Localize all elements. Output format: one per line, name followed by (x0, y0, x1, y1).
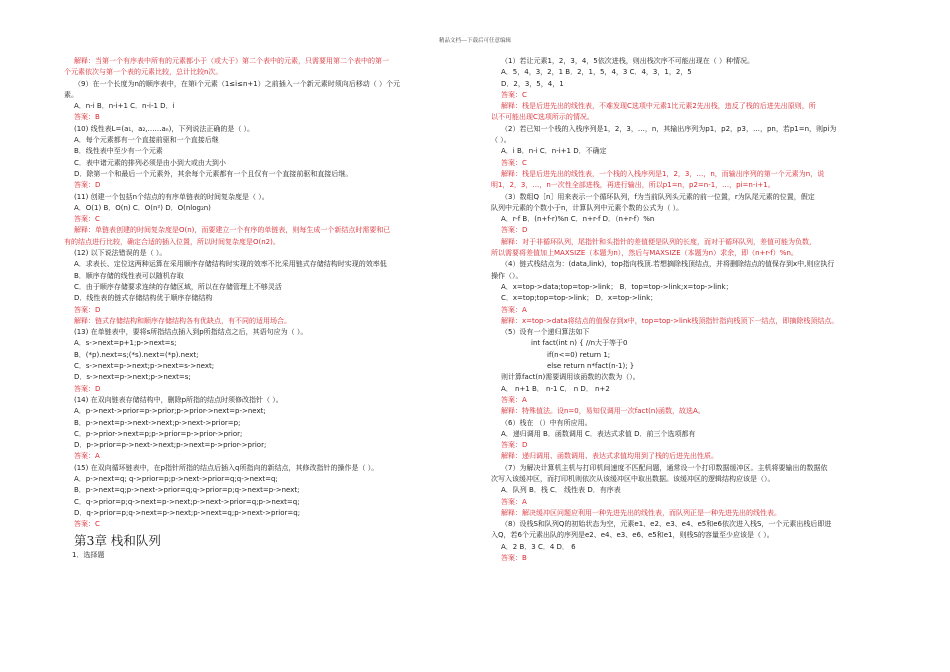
text-line: （3）数组Q［n］用来表示一个循环队列，f为当前队列头元素的前一位置，r为队尾元素的位置，假定 (501, 192, 815, 201)
text-line: A．O(1) B．O(n) C．O(n²) D．O(nlog₂n) (74, 203, 211, 212)
text-line: （9）在一个长度为n的顺序表中，在第i个元素（1≤i≤n+1）之前插入一个新元素时须向后移动（ ）个元 (74, 79, 400, 88)
answer-line: 答案：C (501, 90, 527, 99)
text-line: B．线性表中至少有一个元素 (74, 147, 163, 156)
answer-line: 解释：单链表创建的时间复杂度是O(n)，而要建立一个有序的单链表，则每生成一个新结点时需要和已 (74, 226, 391, 235)
answer-line: 答案：D (501, 441, 528, 450)
answer-line: 个元素依次与第一个表的元素比较，总计比较n次。 (64, 68, 223, 77)
answer-line: 答案：A (501, 305, 527, 314)
text-line: (10) 线性表L=(a₁，a₂,……aₙ)，下列说法正确的是（ ）。 (74, 124, 255, 133)
text-line: C．由于顺序存储要求连续的存储区域，所以在存储管理上不够灵活 (74, 282, 282, 291)
text-line: A．i B．n-i C．n-i+1 D．不确定 (501, 147, 607, 156)
text-line: （4）链式栈结点为：(data,link)，top指向栈顶.若想摘除栈顶结点，并将删除结点的值保存到x中,则应执行 (501, 260, 835, 269)
text-line: （7）为解决计算机主机与打印机间速度不匹配问题，通常设一个打印数据缓冲区。主机将要输出的数据依 (501, 463, 828, 472)
text-line: 操作（）。 (491, 271, 523, 280)
text-line: A．求表长、定位这两种运算在采用顺序存储结构时实现的效率不比采用链式存储结构时实现的效率低 (74, 260, 387, 269)
answer-line: 答案：D (74, 181, 101, 190)
text-line: B．p->next=q;p->next->prior=q;q->prior=p;q->next=p->next; (74, 486, 300, 495)
text-line: C．x=top;top=top->link； D．x=top->link； (501, 294, 658, 303)
page-header: 精品文档---下载后可任意编辑 (439, 38, 511, 44)
text-line: （8）设栈S和队列Q的初始状态为空，元素e1、e2、e3、e4、e5和e6依次进入栈S，一个元素出栈后即进 (501, 520, 832, 529)
answer-line: 答案：A (501, 497, 527, 506)
answer-line: 答案：D (74, 305, 101, 314)
text-line: A．5，4，3，2，1 B．2，1，5，4，3 C．4，3，1，2，5 (501, 68, 692, 77)
text-line: D．p->prior=p->next->next;p->next=p->prior->prior; (74, 441, 267, 450)
text-line: A．递归调用 B．函数调用 C．表达式求值 D．前三个选项都有 (501, 429, 696, 438)
text-line: A．x=top->data;top=top->link； B．top=top->link;x=top->link； (501, 282, 733, 291)
answer-line: 答案：D (501, 226, 528, 235)
text-line: D．2，3，5，4，1 (501, 79, 564, 88)
text-line: 则计算fact(n)需要调用该函数的次数为（）。 (501, 373, 640, 382)
text-line: B．(*p).next=s;(*s).next=(*p).next; (74, 350, 199, 359)
text-line: int fact(int n) { //n大于等于0 (531, 339, 628, 348)
text-line: 入Q，若6个元素出队的序列是e2、e4、e3、e6、e5和e1，则栈S的容量至少应该是（ ）。 (491, 531, 774, 540)
text-line: C．表中诸元素的排列必须是由小到大或由大到小 (74, 158, 226, 167)
answer-line: 答案：C (74, 215, 100, 224)
right-column (491, 56, 891, 564)
text-line: A． n+1 B． n-1 C． n D． n+2 (501, 384, 610, 393)
text-line: D．线性表的链式存储结构优于顺序存储结构 (74, 294, 213, 303)
answer-line: 所以需要将差值加上MAXSIZE（本题为n），然后与MAXSIZE（本题为n）求余，即（n+r-f）%n。 (491, 249, 798, 258)
text-line: D．除第一个和最后一个元素外，其余每个元素都有一个且仅有一个直接前驱和直接后继。 (74, 169, 353, 178)
text-line: 次写入该缓冲区，而打印机则依次从该缓冲区中取出数据。该缓冲区的逻辑结构应该是（）。 (491, 474, 775, 483)
answer-line: 解释：链式存储结构和顺序存储结构各有优缺点，有不同的适用场合。 (74, 316, 291, 325)
answer-line: 答案：A (74, 452, 100, 461)
text-line: (13) 在单链表中，要将s所指结点插入到p所指结点之后，其语句应为（ ）。 (74, 328, 308, 337)
text-line: if(n<=0) return 1; (547, 350, 611, 359)
chapter-title: 第3章 栈和队列 (74, 533, 161, 549)
text-line: A．每个元素都有一个直接前驱和一个直接后继 (74, 136, 219, 145)
text-line: B．顺序存储的线性表可以随机存取 (74, 271, 184, 280)
answer-line: 答案：C (74, 520, 100, 529)
text-line: D．q->prior=p;q->next=p->next;p->next=q;p->next->prior=q; (74, 508, 301, 517)
answer-line: 答案：A (501, 395, 527, 404)
answer-line: 解释：解决缓冲区问题应利用一种先进先出的线性表，而队列正是一种先进先出的线性表。 (501, 508, 781, 517)
text-line: （6）栈在 （）中有所应用。 (501, 418, 592, 427)
text-line: A．r-f B．(n+f-r)%n C．n+r-f D．（n+r-f）%n (501, 215, 655, 224)
text-line: B．p->next=p->next->next;p->next->prior=p; (74, 418, 241, 427)
text-line: A．2 B．3 C．4 D． 6 (501, 542, 576, 551)
answer-line: 有的结点进行比较，确定合适的插入位置，所以时间复杂度是O(n2)。 (64, 237, 280, 246)
text-line: A．n-i B．n-i+1 C．n-i-1 D．i (74, 102, 175, 111)
answer-line: 答案：B (501, 554, 527, 563)
text-line: A．s->next=p+1;p->next=s; (74, 339, 177, 348)
section-title: 1．选择题 (72, 551, 105, 560)
text-line: （1）若让元素1，2，3，4，5依次进栈，则出栈次序不可能出现在（ ）种情况。 (501, 57, 754, 65)
text-line: A．p->next->prior=p->prior;p->prior->next=p->next; (74, 407, 266, 416)
text-line: else return n*fact(n-1); } (547, 362, 635, 371)
answer-line: 解释：栈是后进先出的线性表，不难发现C选项中元素1比元素2先出栈，违反了栈的后进先出原则，所 (501, 102, 816, 111)
answer-line: 解释：栈是后进先出的线性表，一个栈的入栈序列是1，2，3，…，n，而输出序列的第一个元素为n，说 (501, 169, 825, 178)
answer-line: 答案：C (501, 158, 527, 167)
answer-line: 答案：D (74, 384, 101, 393)
text-line: D．s->next=p->next;p->next=s; (74, 373, 191, 382)
answer-line: 解释：当第一个有序表中所有的元素都小于（或大于）第二个表中的元素，只需要用第二个表中的第一 (74, 57, 389, 65)
text-line: (14) 在双向链表存储结构中，删除p所指的结点时须修改指针（ ）。 (74, 395, 283, 404)
answer-line: 解释：特殊值法。设n=0，易知仅调用一次fact(n)函数，故选A。 (501, 407, 705, 416)
text-line: （ ）。 (491, 136, 511, 145)
text-line: （2）若已知一个栈的入栈序列是1，2，3，…，n，其输出序列为p1，p2，p3，…，pn，若p1=n，则pi为 (501, 124, 837, 133)
answer-line: 以不可能出现C选项所示的情况。 (491, 113, 594, 122)
left-column (64, 56, 448, 562)
text-line: (12) 以下说法错误的是（ ）。 (74, 249, 167, 258)
answer-line: 解释：对于非循环队列，尾指针和头指针的差值便是队列的长度，而对于循环队列，差值可能为负数， (501, 237, 816, 246)
text-line: C．p->prior->next=p;p->prior=p->prior->prior; (74, 429, 243, 438)
text-line: A．队列 B．栈 C． 线性表 D．有序表 (501, 486, 621, 495)
text-line: 队列中元素的个数小于n，计算队列中元素个数的公式为（ ）。 (491, 203, 684, 212)
answer-line: 解释：x=top->data将结点的值保存到x中，top=top->link栈顶指针指向栈顶下一结点，即摘除栈顶结点。 (501, 316, 839, 325)
text-line: (11) 创建一个包括n个结点的有序单链表的时间复杂度是（ ）。 (74, 192, 269, 201)
text-line: （5）设有一个递归算法如下 (501, 328, 590, 337)
answer-line: 解释：递归调用、函数调用、表达式求值均用到了栈的后进先出性质。 (501, 452, 718, 461)
answer-line: 答案：B (74, 113, 100, 122)
text-line: C．q->prior=p;q->next=p->next;p->next->prior=q;p->next=q; (74, 497, 300, 506)
text-line: A．p->next=q; q->prior=p;p->next->prior=q;q->next=q; (74, 474, 278, 483)
text-line: (15) 在双向循环链表中，在p指针所指的结点后插入q所指向的新结点，其修改指针的操作是（ ）。 (74, 463, 379, 472)
answer-line: 明1，2，3，…，n一次性全部进栈，再进行输出，所以p1=n，p2=n-1，…，pi=n-i+1。 (491, 181, 775, 190)
text-line: C．s->next=p->next;p->next=s->next; (74, 362, 215, 371)
text-line: 素。 (64, 90, 78, 99)
